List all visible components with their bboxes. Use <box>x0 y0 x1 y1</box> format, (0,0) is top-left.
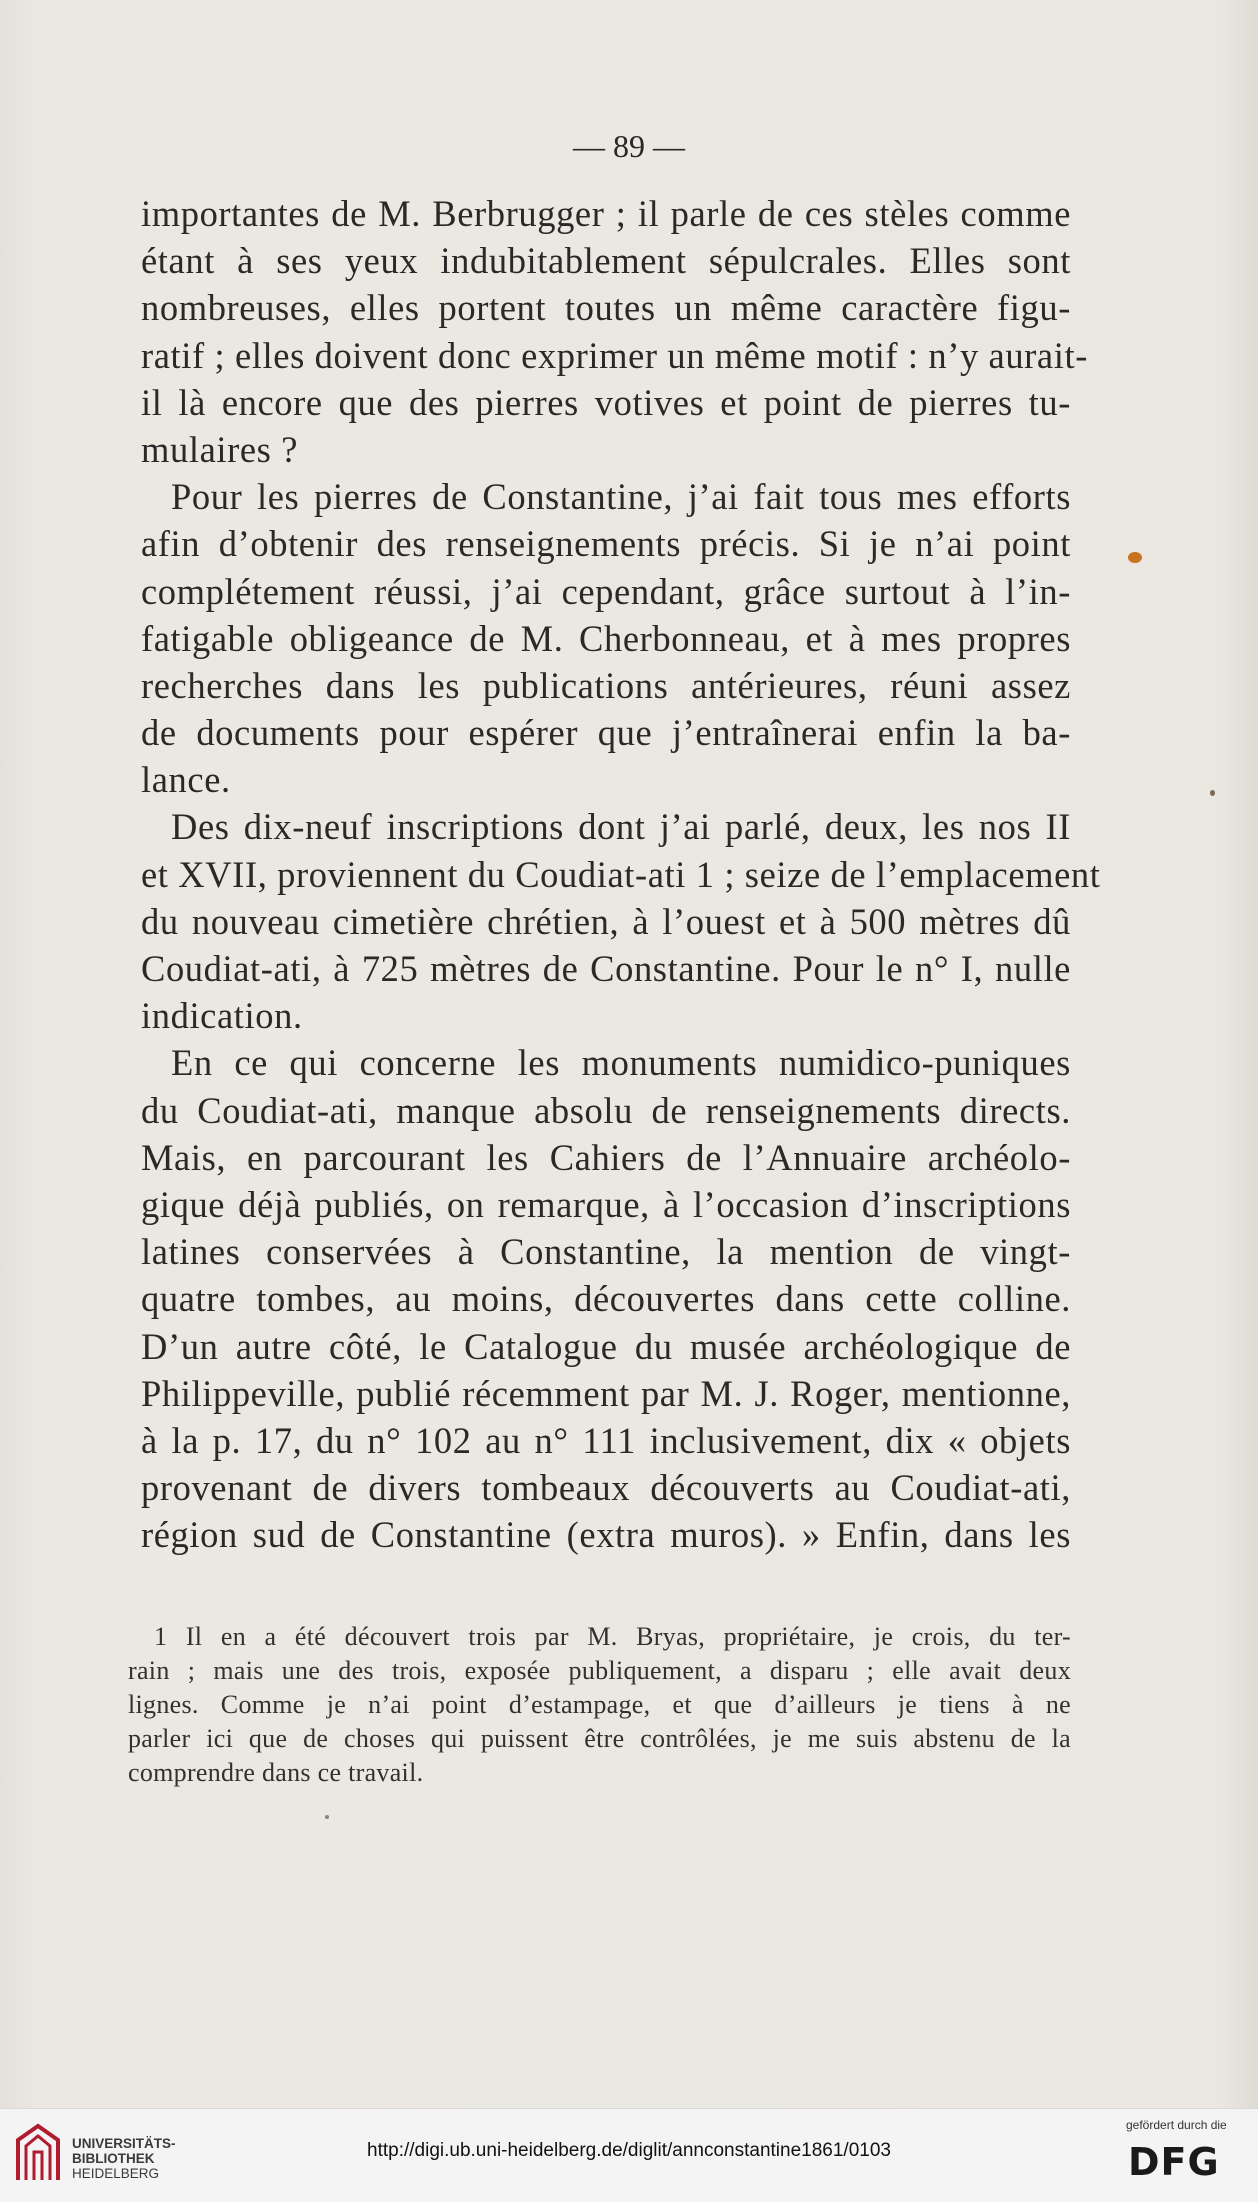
text-line: D’un autre côté, le Catalogue du musée archéologique de <box>141 1325 1071 1367</box>
permalink[interactable]: http://digi.ub.uni-heidelberg.de/diglit/annconstantine1861/0103 <box>367 2140 891 2161</box>
text-line: Des dix-neuf inscriptions dont j’ai parlé, deux, les nos II <box>171 806 1071 848</box>
paper-speck <box>325 1815 329 1819</box>
text-line: importantes de M. Berbrugger ; il parle de ces stèles comme <box>141 193 1071 234</box>
footnote-line: 1 Il en a été découvert trois par M. Bryas, propriétaire, je crois, du ter- <box>154 1622 1071 1651</box>
text-line: quatre tombes, au moins, découvertes dans cette colline. <box>141 1278 1071 1320</box>
footnote-line: parler ici que de choses qui puissent être contrôlées, je me suis abstenu de la <box>128 1724 1071 1753</box>
text-line: Coudiat-ati, à 725 mètres de Constantine. Pour le n° I, nulle <box>141 948 1071 989</box>
text-line: il là encore que des pierres votives et point de pierres tu- <box>141 381 1071 423</box>
text-line: recherches dans les publications antérieures, réuni assez <box>141 664 1071 706</box>
paper-speck <box>1128 552 1142 563</box>
text-line: lance. <box>141 759 231 801</box>
text-line: de documents pour espérer que j’entraînerai enfin la ba- <box>141 712 1071 754</box>
text-line: Pour les pierres de Constantine, j’ai fait tous mes efforts <box>171 476 1071 518</box>
library-name-line: UNIVERSITÄTS- <box>72 2136 176 2151</box>
text-line: mulaires ? <box>141 428 299 470</box>
library-name-line: BIBLIOTHEK <box>72 2151 155 2166</box>
dfg-logo: DFG <box>1128 2140 1220 2184</box>
text-line: nombreuses, elles portent toutes un même caractère figu- <box>141 287 1071 329</box>
text-line: ratif ; elles doivent donc exprimer un même motif : n’y aurait- <box>141 334 1088 376</box>
text-line: Philippeville, publié récemment par M. J. Roger, mentionne, <box>141 1372 1071 1414</box>
text-line: complétement réussi, j’ai cependant, grâce surtout à l’in- <box>141 570 1071 612</box>
text-line: à la p. 17, du n° 102 au n° 111 inclusivement, dix « objets <box>141 1419 1071 1461</box>
text-line: et XVII, proviennent du Coudiat-ati 1 ; seize de l’emplacement <box>141 853 1101 895</box>
library-name-line: HEIDELBERG <box>72 2166 160 2181</box>
text-line: afin d’obtenir des renseignements précis. Si je n’ai point <box>141 523 1071 565</box>
footnote <box>128 1620 1071 1790</box>
funding-label: gefördert durch die <box>1126 2118 1227 2132</box>
footnote-line: comprendre dans ce travail. <box>128 1758 424 1787</box>
text-line: région sud de Constantine (extra muros). » Enfin, dans les <box>141 1514 1071 1556</box>
text-line: étant à ses yeux indubitablement sépulcrales. Elles sont <box>141 240 1071 282</box>
page-number: — 89 — <box>573 128 685 164</box>
main-text <box>141 190 1101 1558</box>
paper-speck <box>1210 790 1215 796</box>
text-line: du nouveau cimetière chrétien, à l’ouest et à 500 mètres dû <box>141 900 1071 942</box>
text-line: fatigable obligeance de M. Cherbonneau, et à mes propres <box>141 617 1071 659</box>
text-line: provenant de divers tombeaux découverts au Coudiat-ati, <box>141 1467 1071 1509</box>
text-line: du Coudiat-ati, manque absolu de renseignements directs. <box>141 1089 1071 1131</box>
footnote-line: lignes. Comme je n’ai point d’estampage, et que d’ailleurs je tiens à ne <box>128 1690 1071 1719</box>
text-line: En ce qui concerne les monuments numidico-puniques <box>171 1042 1071 1084</box>
text-line: Mais, en parcourant les Cahiers de l’Annuaire archéolo- <box>141 1136 1071 1178</box>
text-line: indication. <box>141 995 303 1037</box>
text-line: latines conservées à Constantine, la mention de vingt- <box>141 1231 1071 1273</box>
text-line: gique déjà publiés, on remarque, à l’occasion d’inscriptions <box>141 1183 1071 1225</box>
footnote-line: rain ; mais une des trois, exposée publiquement, a disparu ; elle avait deux <box>128 1656 1071 1685</box>
